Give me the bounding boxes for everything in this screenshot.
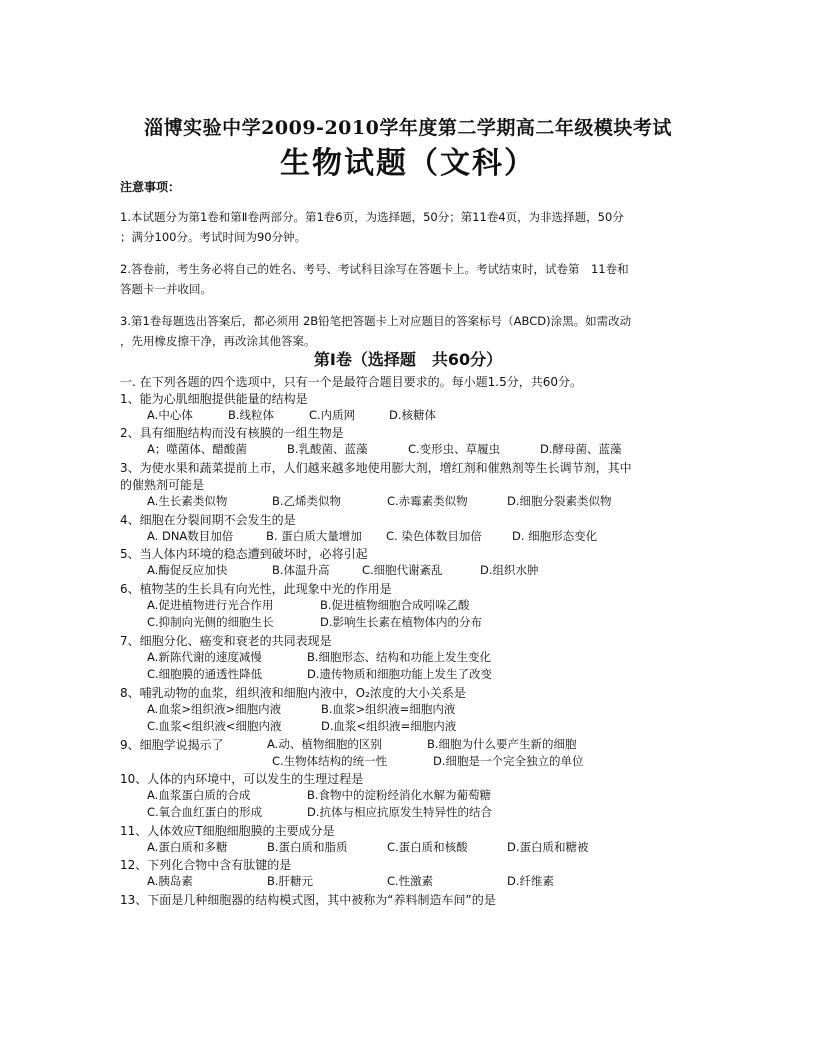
question-option: C.赤霉素类似物 bbox=[387, 494, 468, 508]
question-option: B.乳酸菌、蓝藻 bbox=[287, 442, 368, 456]
question-option: C.抑制向光侧的细胞生长 bbox=[147, 615, 274, 629]
question-option: B.线粒体 bbox=[228, 408, 275, 422]
question-option: C.变形虫、草履虫 bbox=[408, 442, 501, 456]
question-option: B.体温升高 bbox=[272, 563, 330, 577]
question-option: D.纤维素 bbox=[507, 874, 555, 888]
question-option: C.细胞膜的通透性降低 bbox=[147, 667, 263, 681]
question-option: D.酵母菌、蓝藻 bbox=[540, 442, 622, 456]
question-stem: 2、具有细胞结构而没有核膜的一组生物是 bbox=[120, 426, 344, 440]
question-option: A.血浆>组织液>细胞内液 bbox=[147, 702, 282, 716]
notice-item-2 bbox=[120, 259, 700, 299]
question-option: B.肝糖元 bbox=[267, 874, 314, 888]
question-option: D.组织水肿 bbox=[480, 563, 539, 577]
question-stem: 1、能为心肌细胞提供能量的结构是 bbox=[120, 392, 308, 406]
question-option: B.蛋白质和脂质 bbox=[267, 840, 348, 854]
question-stem: 11、人体效应T细胞细胞膜的主要成分是 bbox=[120, 824, 335, 838]
question-option: B.细胞形态、结构和功能上发生变化 bbox=[307, 650, 492, 664]
notice-line: 2.答卷前，考生务必将自己的姓名、考号、考试科目涂写在答题卡上。考试结束时，试卷第 11卷和 bbox=[120, 262, 629, 276]
question-stem: 13、下面是几种细胞器的结构模式图，其中被称为“养料制造车间”的是 bbox=[120, 893, 496, 907]
question-stem-cont: 的催熟剂可能是 bbox=[120, 478, 205, 492]
question-option: A.新陈代谢的速度减慢 bbox=[147, 650, 262, 664]
question-option: D. 细胞形态变化 bbox=[512, 529, 598, 543]
notice-heading: 注意事项： bbox=[120, 180, 181, 194]
notice-line: 1.本试题分为第1卷和第Ⅱ卷两部分。第1卷6页，为选择题，50分；第11卷4页，为非选择题，50分 bbox=[120, 210, 624, 224]
question-option: C.内质网 bbox=[309, 408, 356, 422]
section-instruction: 一. 在下列各题的四个选项中，只有一个是最符合题目要求的。每小题1.5分，共60分。 bbox=[120, 375, 582, 389]
notice-item-1 bbox=[120, 207, 700, 247]
question-stem: 6、植物茎的生长具有向光性，此现象中光的作用是 bbox=[120, 582, 392, 596]
question-option: A；噬菌体、醋酸菌 bbox=[147, 442, 247, 456]
question-option: D.血浆<组织液=细胞内液 bbox=[321, 719, 457, 733]
question-option: D.细胞是一个完全独立的单位 bbox=[433, 754, 584, 768]
exam-title: 淄博实验中学2009-2010学年度第二学期高二年级模块考试 bbox=[144, 117, 672, 139]
question-option: B.血浆>组织液=细胞内液 bbox=[321, 702, 456, 716]
question-option: C.蛋白质和核酸 bbox=[387, 840, 468, 854]
question-option: C.血浆<组织液<细胞内液 bbox=[147, 719, 282, 733]
question-option: C.氧合血红蛋白的形成 bbox=[147, 805, 263, 819]
question-stem: 9、细胞学说揭示了 bbox=[120, 738, 224, 752]
notice-line: 3.第1卷每题选出答案后，都必须用 2B铅笔把答题卡上对应题目的答案标号（ABCD)涂黑。如需改动 bbox=[120, 314, 632, 328]
question-stem: 4、细胞在分裂间期不会发生的是 bbox=[120, 513, 296, 527]
question-option: D.核糖体 bbox=[389, 408, 437, 422]
notice-line: ；满分100分。考试时间为90分钟。 bbox=[120, 230, 307, 244]
question-option: A.胰岛素 bbox=[147, 874, 193, 888]
question-option: A. DNA数目加倍 bbox=[147, 529, 234, 543]
question-stem: 12、下列化合物中含有肽键的是 bbox=[120, 858, 292, 872]
question-option: A.生长素类似物 bbox=[147, 494, 228, 508]
question-stem: 3、为使水果和蔬菜提前上市，人们越来越多地使用膨大剂，增红剂和催熟剂等生长调节剂，其中 bbox=[120, 461, 632, 475]
section-title: 第Ⅰ卷（选择题 共60分） bbox=[313, 350, 503, 369]
question-option: D.影响生长素在植物体内的分布 bbox=[320, 615, 483, 629]
question-option: A.动、植物细胞的区别 bbox=[267, 737, 382, 751]
question-stem: 8、哺乳动物的血浆，组织液和细胞内液中，O₂浓度的大小关系是 bbox=[120, 686, 466, 700]
question-option: A.血浆蛋白质的合成 bbox=[147, 788, 251, 802]
subject-title: 生物试题（文科） bbox=[280, 146, 536, 181]
question-option: B. 蛋白质大量增加 bbox=[266, 529, 362, 543]
question-option: C.细胞代谢紊乱 bbox=[362, 563, 443, 577]
question-option: A.蛋白质和多糖 bbox=[147, 840, 228, 854]
notice-line: ，先用橡皮擦干净，再改涂其他答案。 bbox=[120, 334, 316, 348]
question-option: C.性激素 bbox=[387, 874, 434, 888]
question-option: B.促进植物细胞合成吲哚乙酸 bbox=[320, 598, 470, 612]
question-option: B.食物中的淀粉经消化水解为葡萄糖 bbox=[307, 788, 492, 802]
question-option: D.细胞分裂素类似物 bbox=[507, 494, 612, 508]
question-option: A.中心体 bbox=[147, 408, 193, 422]
question-option: A.促进植物进行光合作用 bbox=[147, 598, 274, 612]
question-option: C.生物体结构的统一性 bbox=[272, 754, 388, 768]
question-option: B.乙烯类似物 bbox=[272, 494, 342, 508]
question-option: D.遗传物质和细胞功能上发生了改变 bbox=[307, 667, 493, 681]
notice-item-3 bbox=[120, 311, 700, 351]
question-stem: 10、人体的内环境中，可以发生的生理过程是 bbox=[120, 772, 364, 786]
question-option: A.酶促反应加快 bbox=[147, 563, 228, 577]
notice-line: 答题卡一并收回。 bbox=[120, 282, 212, 296]
question-option: D.蛋白质和糖被 bbox=[507, 840, 589, 854]
question-stem: 7、细胞分化、癌变和衰老的共同表现是 bbox=[120, 634, 332, 648]
question-option: D.抗体与相应抗原发生特异性的结合 bbox=[307, 805, 493, 819]
question-stem: 5、当人体内环境的稳态遭到破坏时，必将引起 bbox=[120, 547, 368, 561]
question-option: C. 染色体数目加倍 bbox=[386, 529, 482, 543]
question-option: B.细胞为什么要产生新的细胞 bbox=[427, 737, 577, 751]
